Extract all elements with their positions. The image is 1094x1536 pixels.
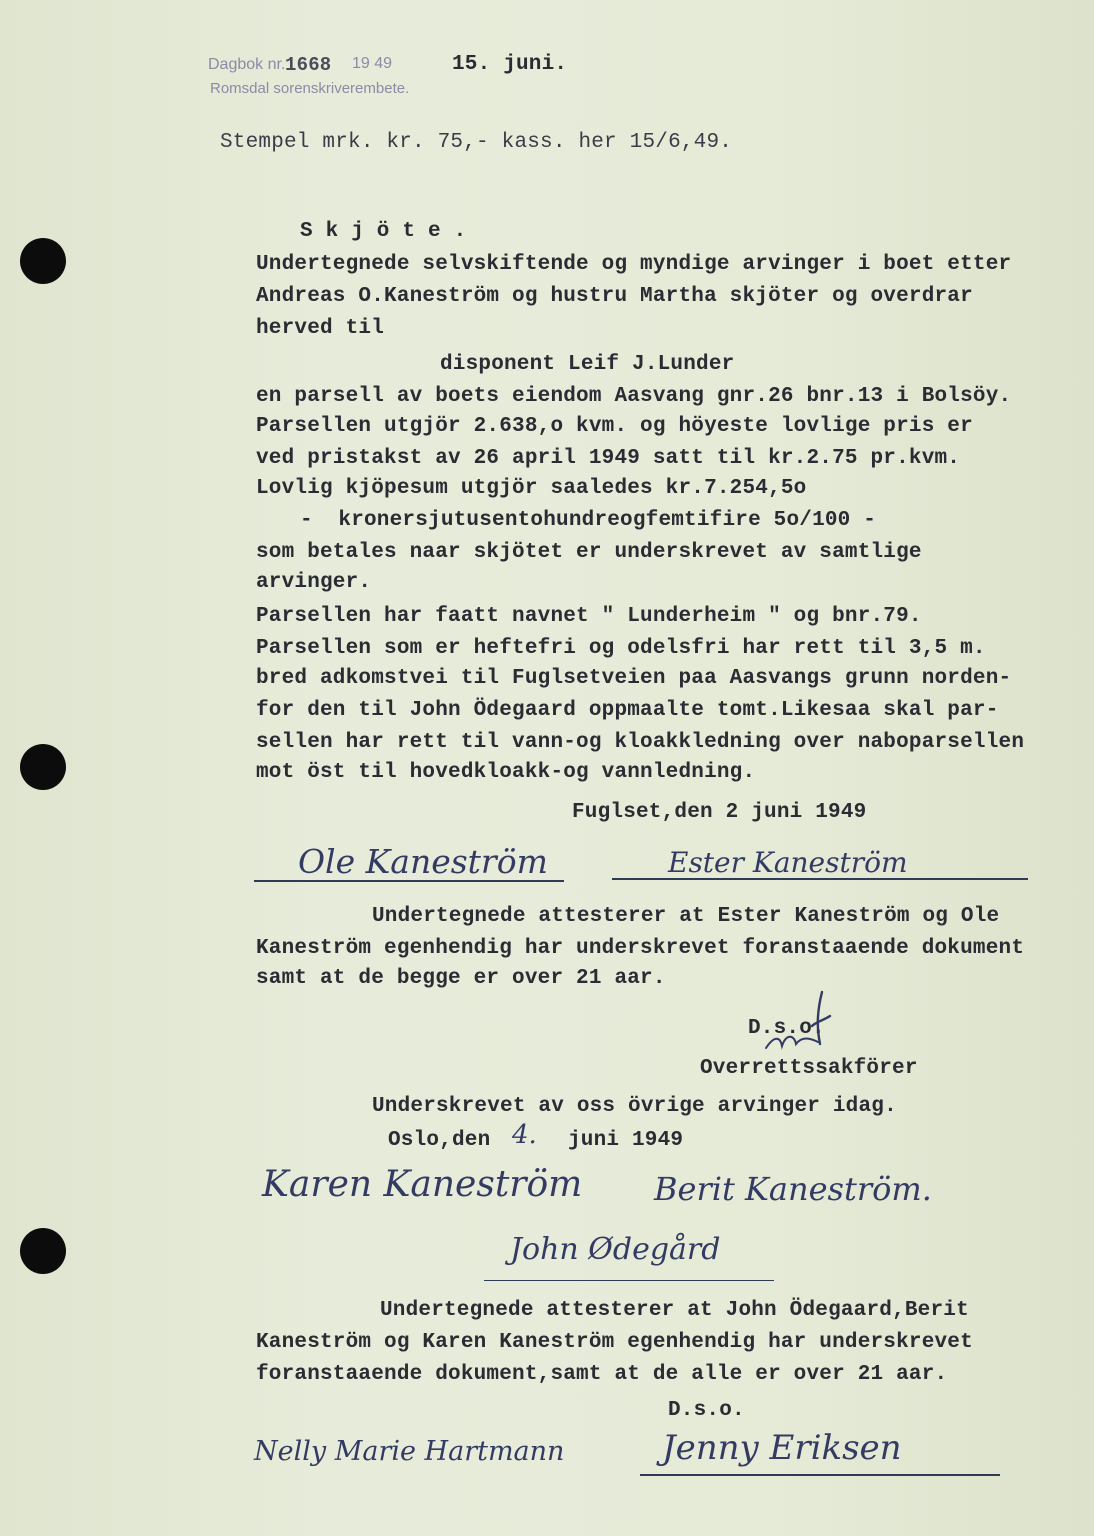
signature-berit-kanestrom: Berit Kaneström.	[654, 1170, 932, 1208]
deed-place-date: Fuglset,den 2 juni 1949	[572, 801, 867, 824]
signature-line	[640, 1474, 1000, 1476]
deed-line-3: herved til	[256, 317, 385, 340]
deed-line-2: Andreas O.Kaneström og hustru Martha skjöter og overdrar	[256, 285, 973, 308]
signature-line	[254, 880, 564, 882]
journal-date: 15. juni.	[452, 53, 568, 76]
signature-ester-kanestrom: Ester Kaneström	[668, 846, 908, 879]
journal-number: 1668	[285, 54, 332, 76]
deed-line-1: Undertegnede selvskiftende og myndige arvinger i boet etter	[256, 253, 1012, 276]
document-title: S k j ö t e .	[300, 220, 467, 243]
oslo-place: Oslo,den	[388, 1129, 491, 1152]
deed-line-5: en parsell av boets eiendom Aasvang gnr.26 bnr.13 i Bolsöy.	[256, 385, 1012, 408]
signature-john-odegard: John Ødegård	[510, 1232, 721, 1267]
deed-line-9: - kronersjutusentohundreogfemtifire 5o/100 -	[300, 509, 877, 532]
signature-underline	[484, 1280, 774, 1281]
punch-hole-bottom	[20, 1228, 66, 1274]
attest-1-dso: D.s.o.	[748, 1017, 825, 1040]
oslo-day: 4.	[512, 1120, 537, 1150]
stamp-duty-note: Stempel mrk. kr. 75,- kass. her 15/6,49.	[220, 131, 733, 154]
lawyer-signature-mark	[760, 986, 880, 1066]
deed-line-6: Parsellen utgjör 2.638,o kvm. og höyeste lovlige pris er	[256, 415, 973, 438]
oslo-signed-line: Underskrevet av oss övrige arvinger idag.	[372, 1095, 897, 1118]
deed-line-8: Lovlig kjöpesum utgjör saaledes kr.7.254,5o	[256, 477, 807, 500]
attest-1-line-3: samt at de begge er over 21 aar.	[256, 967, 666, 990]
deed-line-11: arvinger.	[256, 571, 372, 594]
deed-line-12: Parsellen har faatt navnet " Lunderheim " og bnr.79.	[256, 605, 922, 628]
attest-2-line-2: Kaneström og Karen Kaneström egenhendig har underskrevet	[256, 1331, 973, 1354]
attest-1-line-1: Undertegnede attesterer at Ester Kaneström og Ole	[372, 905, 1000, 928]
deed-line-16: sellen har rett til vann-og kloakkledning over naboparsellen	[256, 731, 1025, 754]
signature-ole-kanestrom: Ole Kaneström	[298, 842, 548, 881]
punch-hole-top	[20, 238, 66, 284]
deed-line-7: ved pristakst av 26 april 1949 satt til kr.2.75 pr.kvm.	[256, 447, 961, 470]
attest-1-line-2: Kaneström egenhendig har underskrevet foranstaaende dokument	[256, 937, 1025, 960]
signature-jenny-eriksen: Jenny Eriksen	[662, 1428, 902, 1468]
attest-1-title: Overrettssakförer	[700, 1057, 918, 1080]
deed-line-14: bred adkomstvei til Fuglsetveien paa Aasvangs grunn norden-	[256, 667, 1012, 690]
journal-stamp-prefix: Dagbok nr.	[208, 56, 286, 73]
attest-2-dso: D.s.o.	[668, 1399, 745, 1422]
office-stamp: Romsdal sorenskriverembete.	[210, 80, 410, 97]
deed-line-17: mot öst til hovedkloakk-og vannledning.	[256, 761, 756, 784]
journal-year: 19 49	[352, 55, 393, 72]
signature-line	[612, 878, 1028, 880]
attest-2-line-1: Undertegnede attesterer at John Ödegaard,Berit	[380, 1299, 969, 1322]
oslo-month-year: juni 1949	[568, 1129, 684, 1152]
punch-hole-middle	[20, 744, 66, 790]
buyer-name: disponent Leif J.Lunder	[440, 353, 735, 376]
signature-nelly-marie-hartmann: Nelly Marie Hartmann	[254, 1436, 565, 1467]
signature-karen-kanestrom: Karen Kaneström	[262, 1164, 583, 1205]
attest-2-line-3: foranstaaende dokument,samt at de alle er over 21 aar.	[256, 1363, 948, 1386]
deed-line-15: for den til John Ödegaard oppmaalte tomt.Likesaa skal par-	[256, 699, 999, 722]
deed-line-13: Parsellen som er heftefri og odelsfri har rett til 3,5 m.	[256, 637, 986, 660]
deed-line-10: som betales naar skjötet er underskrevet av samtlige	[256, 541, 922, 564]
